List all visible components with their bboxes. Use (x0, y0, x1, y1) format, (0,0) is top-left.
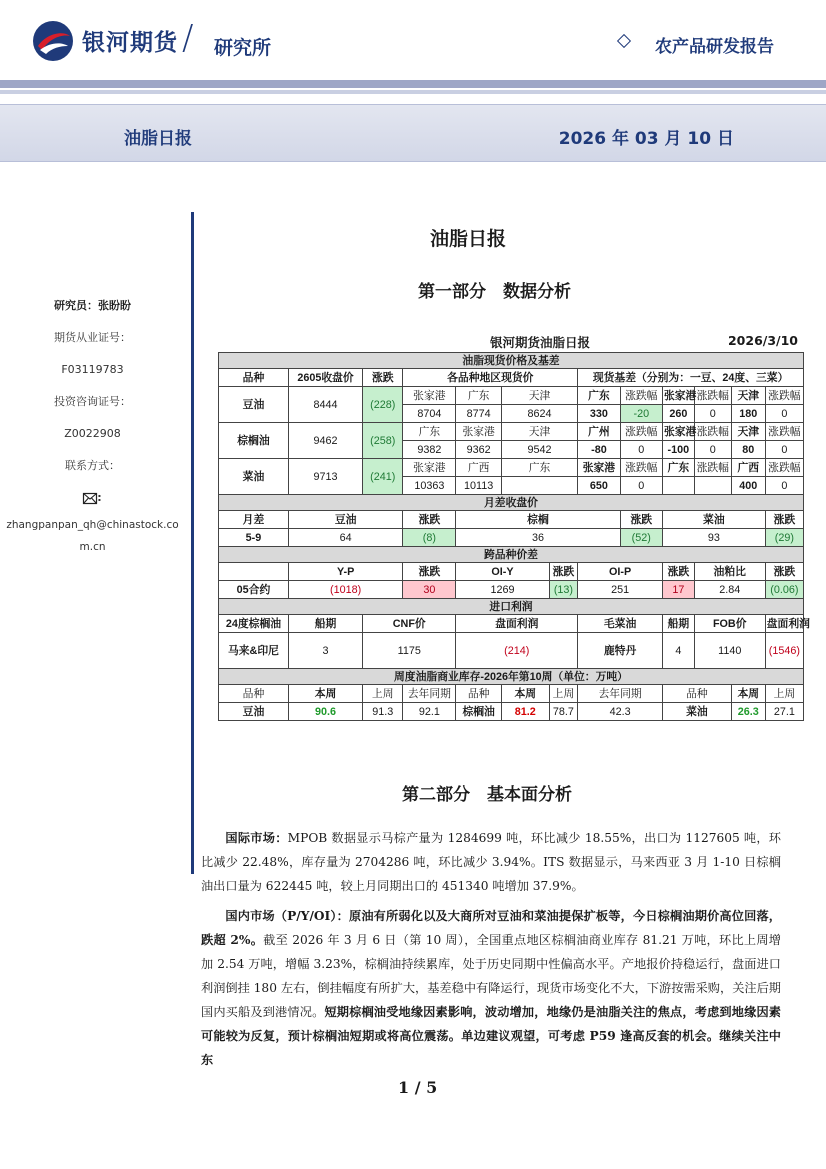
change-cell: (258) (363, 423, 403, 459)
header-cell: 涨跌 (549, 563, 578, 581)
change-cell: (228) (363, 387, 403, 423)
table-header-row (219, 511, 804, 529)
spread-cell: (8) (403, 529, 456, 547)
inventory-cell: 81.2 (501, 703, 549, 721)
basis-cell: 330 (578, 405, 620, 423)
basis-cell: 400 (731, 477, 765, 495)
paragraph-lead: 国际市场： (225, 831, 288, 845)
spread-cell: (52) (620, 529, 662, 547)
sidebar-divider (191, 212, 194, 874)
region-cell: 天津 (501, 423, 577, 441)
basis-cell: 0 (765, 441, 803, 459)
inventory-cell: 豆油 (219, 703, 289, 721)
paragraph-lead: 国内市场（P/Y/OI）：原油有所弱化以及大商所对豆油和菜油提保扩板等，今日棕榈油期价高位回落，跌超 2%。 (201, 909, 781, 947)
advisory-number: Z0022908 (64, 427, 121, 440)
close-cell: 8444 (288, 387, 362, 423)
section-cross-spread: 跨品种价差 (219, 547, 804, 563)
import-cell: 1175 (363, 633, 456, 669)
header-stripe-thin (0, 90, 826, 94)
close-cell: 9462 (288, 423, 362, 459)
basis-cell: 天津 (731, 387, 765, 405)
basis-cell: 0 (620, 477, 662, 495)
header-cell: 本周 (288, 685, 362, 703)
header-cell: 2605收盘价 (288, 369, 362, 387)
basis-cell: -80 (578, 441, 620, 459)
spread-cell: 1269 (456, 581, 549, 599)
basis-cell: 张家港 (578, 459, 620, 477)
domestic-market-paragraph (201, 904, 781, 1072)
header-cell: 去年同期 (578, 685, 663, 703)
header-cell: FOB价 (694, 615, 765, 633)
report-banner (0, 104, 826, 162)
header-cell: 涨跌 (765, 511, 803, 529)
spread-cell: 64 (288, 529, 402, 547)
basis-cell: 260 (662, 405, 694, 423)
header-stripe (0, 80, 826, 88)
paragraph-text: MPOB 数据显示马棕产量为 1284699 吨，环比减少 18.55%，出口为 1127605 吨，环比减少 22.48%，库存量为 2704286 吨，环比减少 3.94%。ITS 数据显示，马来西亚 3 月 1-10 日棕榈油出口量为 622445 吨，较上月同期出口的 451340 吨增加 37.9%。 (201, 831, 781, 893)
spread-cell: (0.06) (765, 581, 803, 599)
table-row (219, 529, 804, 547)
basis-cell: 天津 (731, 423, 765, 441)
basis-cell: 广东 (578, 387, 620, 405)
region-cell: 天津 (501, 387, 577, 405)
table-row (219, 703, 804, 721)
paragraph-text: 截至 2026 年 3 月 6 日（第 10 周），全国重点地区棕榈油商业库存 81.21 万吨，环比上周增加 2.54 万吨，增幅 3.23%，棕榈油持续累库，处于历史同期中性偏高水平。产地报价持稳运行，盘面进口利润倒挂 180 左右，倒挂幅度有所扩大，基差稳中有降运行，现货市场变化不大，下游按需采购，关注后期国内买船及到港情况。 (201, 933, 781, 1019)
spread-cell: 36 (456, 529, 620, 547)
basis-cell: 0 (765, 477, 803, 495)
table-section-row (219, 495, 804, 511)
section-2-title: 第二部分 基本面分析 (402, 785, 572, 805)
basis-cell: -20 (620, 405, 662, 423)
header-cell: 月差 (219, 511, 289, 529)
price-cell: 9382 (403, 441, 456, 459)
price-cell: 8624 (501, 405, 577, 423)
galaxy-logo-icon (32, 20, 74, 62)
section-import-profit: 进口利润 (219, 599, 804, 615)
header-cell: 上周 (549, 685, 578, 703)
spread-cell: 05合约 (219, 581, 289, 599)
inventory-cell: 90.6 (288, 703, 362, 721)
basis-cell: 涨跌幅 (765, 387, 803, 405)
header-cell: Y-P (288, 563, 402, 581)
table-section-row (219, 599, 804, 615)
price-cell: 8774 (456, 405, 502, 423)
table-row (219, 581, 804, 599)
price-cell: 8704 (403, 405, 456, 423)
basis-cell: 广西 (731, 459, 765, 477)
basis-cell: 涨跌幅 (765, 459, 803, 477)
header-cell: 涨跌 (662, 563, 694, 581)
basis-cell: 广州 (578, 423, 620, 441)
header-cell: 涨跌 (620, 511, 662, 529)
section-month-spread: 月差收盘价 (219, 495, 804, 511)
basis-cell: 张家港 (662, 423, 694, 441)
basis-cell: 0 (694, 441, 731, 459)
table-header-row (219, 615, 804, 633)
header-cell: 品种 (219, 685, 289, 703)
basis-cell: 80 (731, 441, 765, 459)
header-cell: 盘面利润 (456, 615, 578, 633)
inventory-cell: 棕榈油 (456, 703, 502, 721)
banner-title: 油脂日报 (124, 129, 192, 149)
basis-cell: 张家港 (662, 387, 694, 405)
diamond-icon (617, 34, 631, 48)
region-cell: 广西 (456, 459, 502, 477)
change-cell: (241) (363, 459, 403, 495)
spread-cell: 30 (403, 581, 456, 599)
region-cell: 广东 (456, 387, 502, 405)
header-cell: 上周 (765, 685, 803, 703)
basis-cell: 涨跌幅 (694, 459, 731, 477)
spread-cell: 17 (662, 581, 694, 599)
import-cell: 4 (662, 633, 694, 669)
header-cell: 盘面利润 (765, 615, 803, 633)
basis-cell: 0 (694, 405, 731, 423)
table-name: 银河期货油脂日报 (490, 335, 591, 350)
price-cell (501, 477, 577, 495)
header-cell: 涨跌 (765, 563, 803, 581)
page-number: 1 / 5 (398, 1078, 438, 1097)
contact-label: 联系方式： (65, 459, 120, 472)
table-header-row (219, 685, 804, 703)
import-cell: 鹿特丹 (578, 633, 663, 669)
region-cell: 张家港 (403, 387, 456, 405)
table-row (219, 633, 804, 669)
table-header-row (219, 369, 804, 387)
header-cell: 本周 (731, 685, 765, 703)
table-row (219, 423, 804, 441)
variety-cell: 菜油 (219, 459, 289, 495)
table-date: 2026/3/10 (727, 333, 798, 348)
basis-cell: 180 (731, 405, 765, 423)
section-1-title: 第一部分 数据分析 (418, 282, 571, 302)
header-cell: 涨跌 (403, 563, 456, 581)
import-cell: 马来&印尼 (219, 633, 289, 669)
price-cell: 10363 (403, 477, 456, 495)
table-caption (218, 332, 804, 352)
section-weekly-inventory: 周度油脂商业库存-2026年第10周（单位：万吨） (219, 669, 804, 685)
table-row (219, 387, 804, 405)
basis-cell: 涨跌幅 (620, 423, 662, 441)
author-sidebar (0, 290, 185, 558)
inventory-cell: 91.3 (363, 703, 403, 721)
import-cell: (214) (456, 633, 578, 669)
variety-cell: 豆油 (219, 387, 289, 423)
import-cell: 1140 (694, 633, 765, 669)
region-cell: 张家港 (403, 459, 456, 477)
paragraph-conclusion: 短期棕榈油受地缘因素影响，波动增加，地缘仍是油脂关注的焦点，考虑到地缘因素可能较为反复，预计棕榈油短期或将高位震荡。单边建议观望，可考虑 P59 逢高反套的机会。继续关注中东 (201, 1005, 781, 1067)
spread-cell: (29) (765, 529, 803, 547)
basis-cell: 涨跌幅 (620, 387, 662, 405)
inventory-cell: 92.1 (403, 703, 456, 721)
mail-row: : (0, 482, 185, 514)
price-cell: 10113 (456, 477, 502, 495)
header-cell: 本周 (501, 685, 549, 703)
table-section-row (219, 353, 804, 369)
banner-date: 2026 年 03 月 10 日 (558, 129, 734, 149)
license-number: F03119783 (61, 363, 124, 376)
header-cell: 涨跌 (403, 511, 456, 529)
table-row (219, 459, 804, 477)
header-cell: OI-P (578, 563, 663, 581)
spread-cell: 93 (662, 529, 765, 547)
price-cell: 9362 (456, 441, 502, 459)
header-cell: 上周 (363, 685, 403, 703)
header-cell (219, 563, 289, 581)
header-cell: 油粕比 (694, 563, 765, 581)
header-cell: 品种 (662, 685, 731, 703)
variety-cell: 棕榈油 (219, 423, 289, 459)
header-cell: 棕榈 (456, 511, 620, 529)
license-label: 期货从业证号： (54, 331, 131, 344)
basis-cell: 涨跌幅 (620, 459, 662, 477)
spread-cell: 2.84 (694, 581, 765, 599)
basis-cell: 广东 (662, 459, 694, 477)
institute-name: 研究所 (214, 37, 272, 59)
basis-cell: 涨跌幅 (765, 423, 803, 441)
page-header (0, 0, 826, 80)
header-cell: 品种 (219, 369, 289, 387)
import-cell: (1546) (765, 633, 803, 669)
header-cell: 菜油 (662, 511, 765, 529)
advisory-label: 投资咨询证号： (54, 395, 131, 408)
oil-daily-table (218, 352, 810, 721)
inventory-cell: 26.3 (731, 703, 765, 721)
basis-cell: 涨跌幅 (694, 387, 731, 405)
header-cell: 品种 (456, 685, 502, 703)
table-header-row (219, 563, 804, 581)
price-cell: 9542 (501, 441, 577, 459)
header-cell: 24度棕榈油 (219, 615, 289, 633)
header-divider: / (182, 18, 194, 58)
basis-cell: -100 (662, 441, 694, 459)
table-section-row (219, 547, 804, 563)
email-link[interactable]: zhangpanpan_qh@chinastock.com.cn (6, 519, 179, 553)
report-type: 农产品研发报告 (655, 37, 774, 57)
header-cell: 船期 (662, 615, 694, 633)
close-cell: 9713 (288, 459, 362, 495)
basis-cell (662, 477, 694, 495)
header-cell: 毛菜油 (578, 615, 663, 633)
inventory-cell: 27.1 (765, 703, 803, 721)
inventory-cell: 78.7 (549, 703, 578, 721)
inventory-cell: 菜油 (662, 703, 731, 721)
basis-cell (694, 477, 731, 495)
researcher-name: 研究员：张盼盼 (54, 299, 131, 312)
section-spot-basis: 油脂现货价格及基差 (219, 353, 804, 369)
spread-cell: (13) (549, 581, 578, 599)
basis-cell: 0 (620, 441, 662, 459)
basis-cell: 650 (578, 477, 620, 495)
header-cell: 船期 (288, 615, 362, 633)
basis-cell: 0 (765, 405, 803, 423)
header-cell: 各品种地区现货价 (403, 369, 578, 387)
envelope-icon (83, 493, 97, 504)
region-cell: 广东 (501, 459, 577, 477)
spread-cell: (1018) (288, 581, 402, 599)
region-cell: 广东 (403, 423, 456, 441)
company-name: 银河期货 (82, 30, 178, 56)
region-cell: 张家港 (456, 423, 502, 441)
spread-cell: 251 (578, 581, 663, 599)
header-cell: 去年同期 (403, 685, 456, 703)
document-title: 油脂日报 (430, 228, 507, 250)
inventory-cell: 42.3 (578, 703, 663, 721)
header-cell: CNF价 (363, 615, 456, 633)
header-cell: 豆油 (288, 511, 402, 529)
import-cell: 3 (288, 633, 362, 669)
table-section-row (219, 669, 804, 685)
header-cell: OI-Y (456, 563, 549, 581)
header-cell: 现货基差（分别为：一豆、24度、三菜） (578, 369, 804, 387)
basis-cell: 涨跌幅 (694, 423, 731, 441)
spread-cell: 5-9 (219, 529, 289, 547)
international-market-paragraph (201, 826, 781, 898)
header-cell: 涨跌 (363, 369, 403, 387)
